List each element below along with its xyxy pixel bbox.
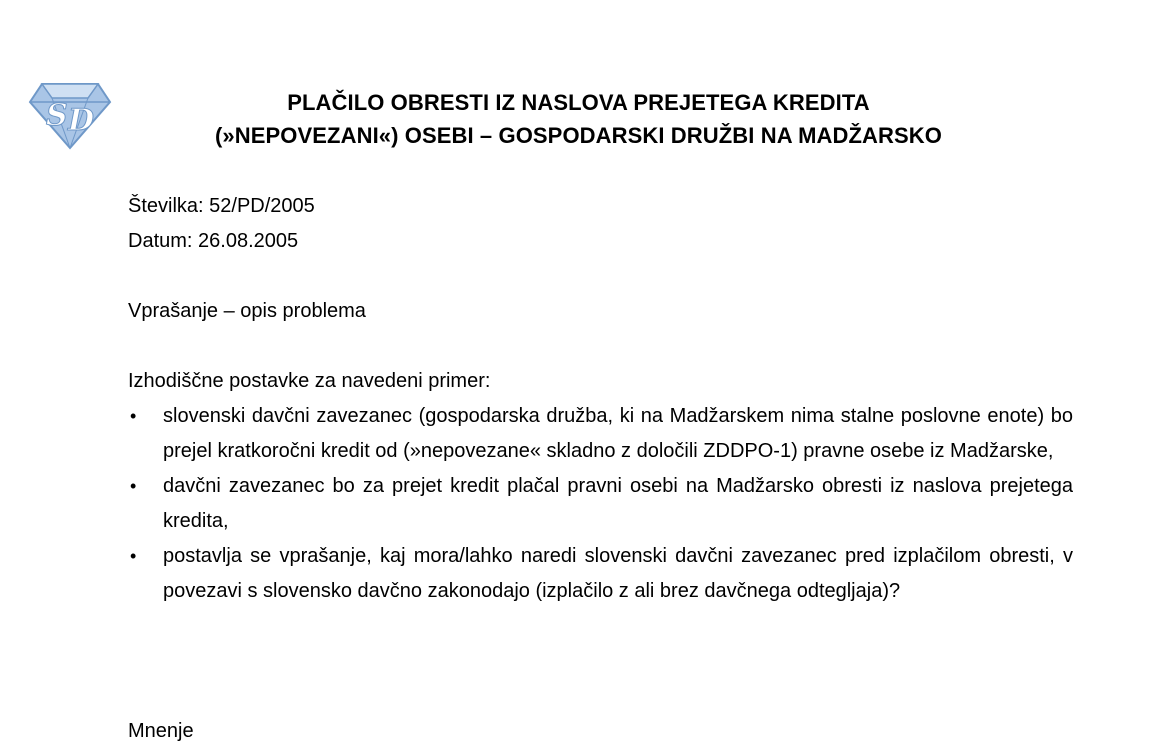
document-number: Številka: 52/PD/2005: [128, 195, 315, 217]
list-item: [128, 539, 1073, 609]
title-line-1: PLAČILO OBRESTI IZ NASLOVA PREJETEGA KREDITA: [287, 90, 870, 115]
bullet-list: [128, 399, 1073, 609]
title-line-2: (»NEPOVEZANI«) OSEBI – GOSPODARSKI DRUŽBI NA MADŽARSKO: [215, 123, 942, 148]
svg-text:D: D: [68, 103, 95, 138]
list-item: [128, 469, 1073, 539]
list-item-text: postavlja se vprašanje, kaj mora/lahko naredi slovenski davčni zavezanec pred izplačilom obresti, v povezavi s slovensko davčno zakonodajo (izplačilo z ali brez davčnega odtegljaja)?: [163, 545, 1073, 602]
list-item-text: slovenski davčni zavezanec (gospodarska družba, ki na Madžarskem nima stalne poslovne enote) bo prejel kratkoročni kredit od (»nepovezane« skladno z določili ZDDPO-1) pravne osebe iz Madžarske,: [163, 405, 1073, 462]
bullet-icon: •: [130, 546, 137, 566]
intro-text: Izhodiščne postavke za navedeni primer:: [128, 370, 491, 392]
document-date: Datum: 26.08.2005: [128, 230, 299, 252]
list-item-text: davčni zavezanec bo za prejet kredit plačal pravni osebi na Madžarsko obresti iz naslova prejetega kredita,: [163, 475, 1073, 532]
document-title: [0, 86, 1157, 152]
bullet-icon: •: [130, 406, 137, 426]
question-heading: Vprašanje – opis problema: [128, 300, 366, 322]
svg-text:S: S: [46, 98, 68, 133]
bullet-icon: •: [130, 476, 137, 496]
opinion-heading: Mnenje: [128, 720, 194, 742]
list-item: [128, 399, 1073, 469]
